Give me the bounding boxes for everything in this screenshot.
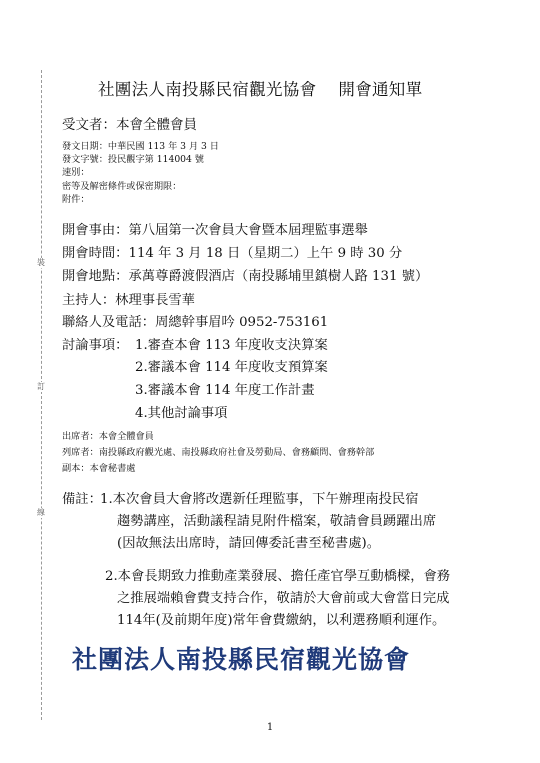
note-2-line-3: 114年(及前期年度)常年會費繳納，以利選務順利運作。 [117, 613, 446, 628]
document-title [98, 76, 422, 100]
attendees: 出席者：本會全體會員 [62, 431, 154, 442]
binding-line [41, 70, 42, 720]
issue-number: 發文字號：投民觀字第 114004 號 [62, 154, 204, 165]
binding-mark-ding: 訂 [34, 382, 48, 392]
meeting-chair: 主持人：林理事長雪華 [62, 293, 195, 308]
meeting-time: 開會時間：114 年 3 月 18 日（星期二）上午 9 時 30 分 [62, 246, 403, 261]
binding-mark-zhuang: 裝 [34, 258, 48, 268]
note-2-line-2: 之推展端賴會費支持合作，敬請於大會前或大會當日完成 [117, 591, 450, 606]
agenda-item-1: 1.審查本會 113 年度收支決算案 [135, 338, 328, 353]
note-1-line-1: 1.本次會員大會將改選新任理監事，下午辦理南投民宿 [100, 492, 419, 507]
secrecy: 密等及解密條件或保密期限： [62, 181, 182, 192]
note-2-line-1: 2.本會長期致力推動產業發展、擔任產官學互動橋樑，會務 [105, 569, 451, 584]
binding-mark-xian: 線 [34, 508, 48, 518]
page-number: 1 [266, 722, 274, 733]
organization-signature: 社團法人南投縣民宿觀光協會 [72, 645, 411, 674]
observers: 列席者：南投縣政府觀光處、南投縣政府社會及勞動局、會務顧問、會務幹部 [62, 447, 375, 458]
note-1-line-3: (因故無法出席時，請回傳委託書至秘書處)。 [117, 536, 381, 551]
meeting-reason: 開會事由：第八屆第一次會員大會暨本屆理監事選舉 [62, 223, 368, 238]
title-org: 社團法人南投縣民宿觀光協會 [98, 80, 317, 99]
agenda-label: 討論事項： [62, 338, 129, 353]
copy-to: 副本：本會秘書處 [62, 463, 136, 474]
agenda-item-3: 3.審議本會 114 年度工作計畫 [135, 383, 315, 398]
meeting-place: 開會地點：承萬尊爵渡假酒店（南投縣埔里鎮樹人路 131 號） [62, 269, 429, 284]
recipient: 受文者：本會全體會員 [62, 117, 197, 133]
title-doc-type: 開會通知單 [338, 80, 423, 99]
notes-label: 備註： [62, 492, 102, 507]
note-1-line-2: 趨勢講座，活動議程請見附件檔案，敬請會員踴躍出席 [117, 514, 437, 529]
issue-date: 發文日期：中華民國 113 年 3 月 3 日 [62, 141, 219, 152]
attachment: 附件： [62, 194, 90, 205]
meeting-contact: 聯絡人及電話：周總幹事眉吟 0952-753161 [62, 315, 329, 330]
agenda-item-2: 2.審議本會 114 年度收支預算案 [135, 360, 328, 375]
agenda-item-4: 4.其他討論事項 [135, 406, 228, 421]
speed: 速別： [62, 167, 90, 178]
